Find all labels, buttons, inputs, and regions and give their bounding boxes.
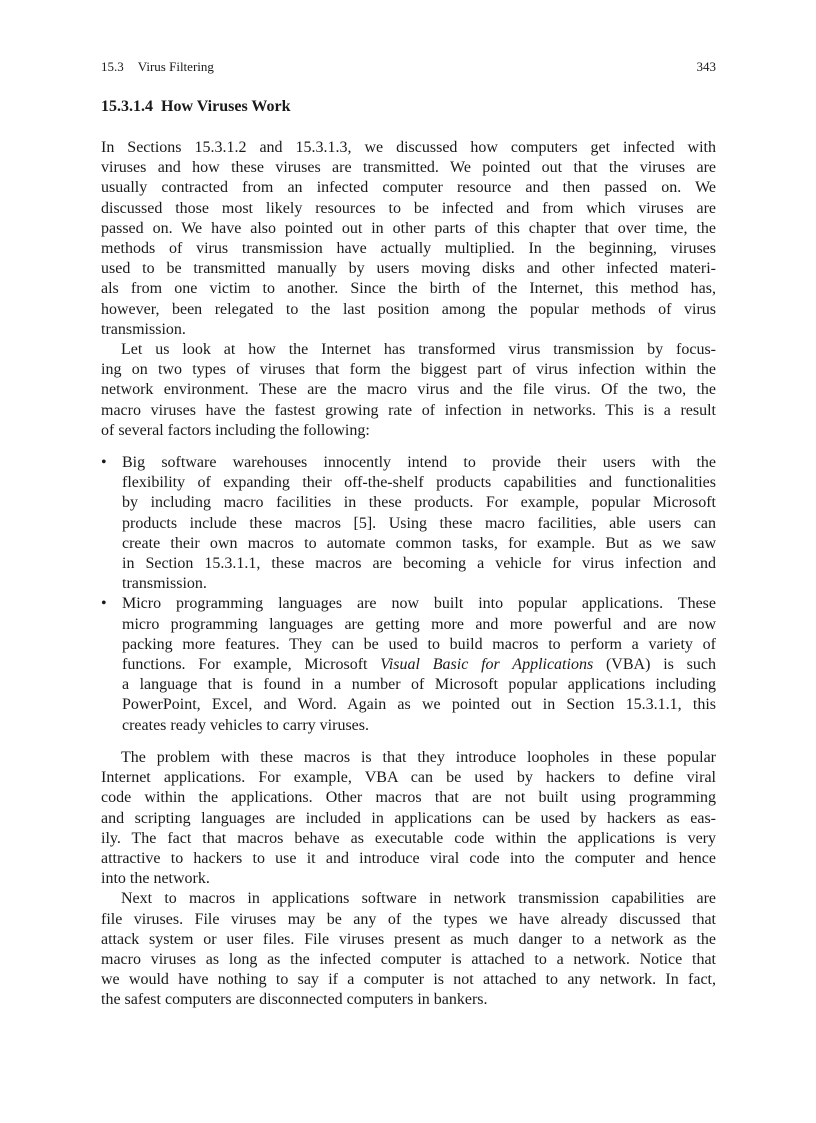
paragraph bbox=[101, 340, 716, 441]
text-line: Let us look at how the Internet has transformed virus transmission by focus- bbox=[121, 341, 716, 359]
text-line: however, been relegated to the last position among the popular methods of virus bbox=[101, 300, 716, 318]
text-line: viruses and how these viruses are transmitted. We pointed out that the viruses are bbox=[101, 159, 716, 177]
text-line: of several factors including the following: bbox=[101, 421, 370, 439]
text-line: into the network. bbox=[101, 870, 210, 888]
header-section-title: Virus Filtering bbox=[137, 59, 214, 74]
text-segment: (VBA) is such bbox=[593, 656, 716, 674]
header-left bbox=[101, 59, 214, 75]
text-line: flexibility of expanding their off-the-shelf products capabilities and functionalities bbox=[122, 474, 716, 492]
text-line: attractive to hackers to use it and introduce viral code into the computer and hence bbox=[101, 849, 716, 867]
paragraph bbox=[101, 748, 716, 889]
text-line: Big software warehouses innocently intend to provide their users with the bbox=[122, 454, 716, 472]
text-line: in Section 15.3.1.1, these macros are becoming a vehicle for virus infection and bbox=[122, 555, 716, 573]
text-line: the safest computers are disconnected computers in bankers. bbox=[101, 991, 488, 1009]
header-section-number: 15.3 bbox=[101, 59, 124, 74]
text-line: transmission. bbox=[101, 320, 186, 338]
text-line: PowerPoint, Excel, and Word. Again as we pointed out in Section 15.3.1.1, this bbox=[122, 696, 716, 714]
page-number: 343 bbox=[696, 59, 716, 74]
text-line: In Sections 15.3.1.2 and 15.3.1.3, we discussed how computers get infected with bbox=[101, 139, 716, 156]
text-line: creates ready vehicles to carry viruses. bbox=[122, 716, 369, 734]
paragraph bbox=[101, 889, 716, 1010]
text-line: macro viruses as long as the infected computer is attached to a network. Notice that bbox=[101, 950, 716, 968]
text-line: ily. The fact that macros behave as executable code within the applications is very bbox=[101, 829, 716, 847]
text-line: macro viruses have the fastest growing rate of infection in networks. This is a result bbox=[101, 401, 716, 419]
section-heading bbox=[101, 97, 716, 117]
text-line: packing more features. They can be used to build macros to perform a variety of bbox=[122, 635, 716, 653]
text-line: create their own macros to automate common tasks, for example. But as we saw bbox=[122, 534, 716, 552]
text-line: file viruses. File viruses may be any of the types we have already discussed that bbox=[101, 910, 716, 928]
bullet-item bbox=[101, 594, 716, 735]
text-line: Next to macros in applications software in network transmission capabilities are bbox=[121, 890, 716, 908]
text-segment: functions. For example, Microsoft bbox=[122, 656, 381, 674]
italic-text: Visual Basic for Applications bbox=[380, 656, 594, 674]
text-line: code within the applications. Other macros that are not built using programming bbox=[101, 789, 716, 807]
text-line: transmission. bbox=[122, 575, 207, 593]
text-line: discussed those most likely resources to be infected and from which viruses are bbox=[101, 199, 716, 217]
text-line: The problem with these macros is that they introduce loopholes in these popular bbox=[121, 748, 716, 766]
bullet-marker: • bbox=[101, 454, 107, 472]
text-line: passed on. We have also pointed out in other parts of this chapter that over time, the bbox=[101, 219, 716, 237]
text-line: by including macro facilities in these products. For example, popular Microsoft bbox=[122, 494, 716, 512]
text-line: used to be transmitted manually by users moving disks and other infected materi- bbox=[101, 260, 716, 278]
bullet-text bbox=[122, 453, 716, 594]
running-header bbox=[101, 59, 716, 75]
text-line: and scripting languages are included in applications can be used by hackers as eas- bbox=[101, 809, 716, 827]
text-line: attack system or user files. File viruses present as much danger to a network as the bbox=[101, 930, 716, 948]
text-line bbox=[122, 655, 716, 675]
text-line: Micro programming languages are now built into popular applications. These bbox=[122, 595, 716, 613]
text-line: Internet applications. For example, VBA can be used by hackers to define viral bbox=[101, 769, 716, 787]
body-text bbox=[101, 138, 716, 1011]
text-line: we would have nothing to say if a computer is not attached to any network. In fact, bbox=[101, 971, 716, 989]
text-line: network environment. These are the macro virus and the file virus. Of the two, the bbox=[101, 381, 716, 399]
text-line: als from one victim to another. Since the birth of the Internet, this method has, bbox=[101, 280, 716, 298]
text-line: products include these macros [5]. Using these macro facilities, able users can bbox=[122, 514, 716, 532]
heading-number: 15.3.1.4 bbox=[101, 98, 153, 115]
paragraph bbox=[101, 138, 716, 340]
text-line: usually contracted from an infected computer resource and then passed on. We bbox=[101, 179, 716, 197]
heading-title: How Viruses Work bbox=[161, 98, 291, 115]
bullet-marker: • bbox=[101, 595, 107, 613]
bullet-text bbox=[122, 594, 716, 735]
text-line: ing on two types of viruses that form the biggest part of virus infection within the bbox=[101, 361, 716, 379]
text-line: methods of virus transmission have actually multiplied. In the beginning, viruses bbox=[101, 240, 716, 258]
bullet-item bbox=[101, 453, 716, 594]
text-line: micro programming languages are getting more and more powerful and are now bbox=[122, 615, 716, 633]
text-line: a language that is found in a number of Microsoft popular applications including bbox=[122, 676, 716, 694]
